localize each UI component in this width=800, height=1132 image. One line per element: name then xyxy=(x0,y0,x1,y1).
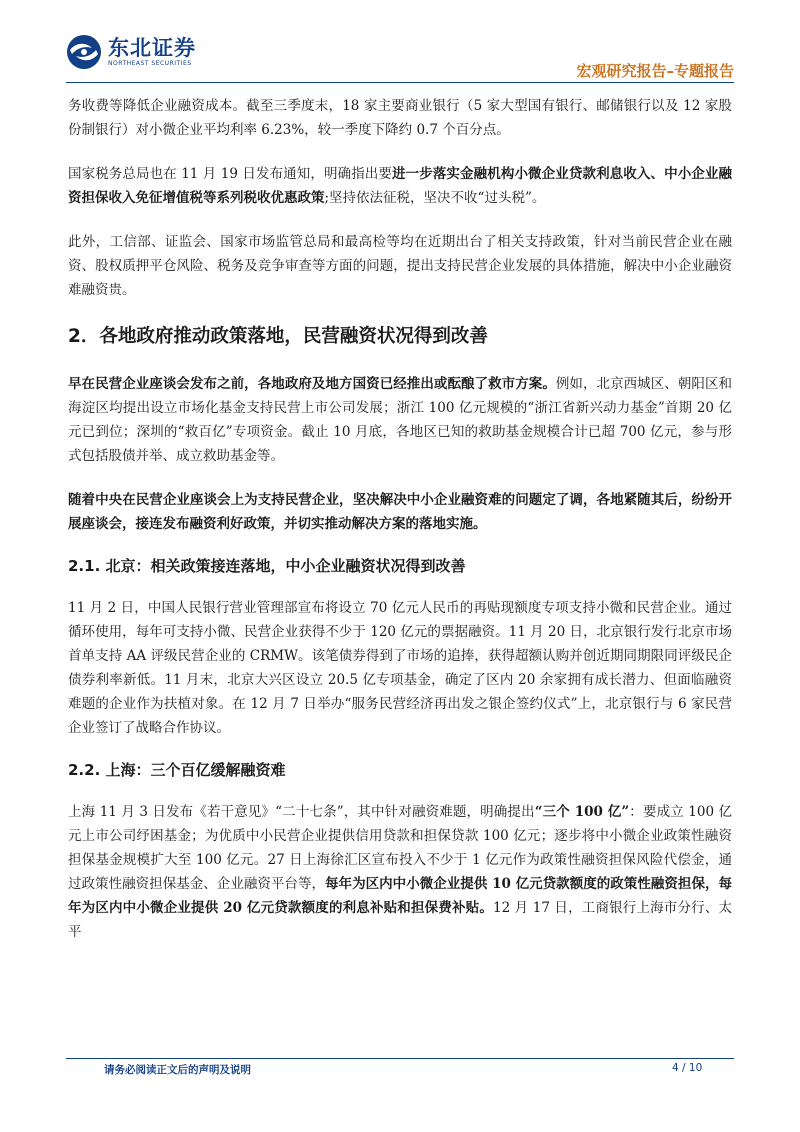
page-number: 4 / 10 xyxy=(672,1062,703,1074)
paragraph-local-rescue xyxy=(68,372,732,468)
paragraph-text: 例如，北京西城区、朝阳区和海淀区均提出设立市场化基金支持民营上市公司发展；浙江 100 亿元规模的“浙江省新兴动力基金”首期 20 亿元已到位；深圳的“救百亿”专项资金。截止 10 月底，各地区已知的救助基金规模合计已超 700 亿元，参与形式包括股债并举、成立救助基金等。 xyxy=(68,376,732,464)
company-logo xyxy=(66,34,196,70)
paragraph-central-tone xyxy=(68,488,732,536)
paragraph-text: ：要成立 100 亿元上市公司纾困基金；为优质中小民营企业提供信用贷款和担保贷款 100 亿元；逐步将中小微企业政策性融资担保基金规模扩大至 100 亿元。27 日上海徐汇区宣布投入不少于 1 亿元作为政策性融资担保风险代偿金，通过政策性融资担保基金、企业融资平台等， xyxy=(68,804,732,892)
paragraph-text: 国家税务总局也在 11 月 19 日发布通知，明确指出要 xyxy=(68,166,393,182)
subsection-heading-2-2: 2.2. 上海：三个百亿缓解融资难 xyxy=(68,761,286,779)
paragraph-emphasis: 随着中央在民营企业座谈会上为支持民营企业，坚决解决中小企业融资难的问题定了调，各地紧随其后，纷纷开展座谈会，接连发布融资利好政策，并切实推动解决方案的落地实施。 xyxy=(68,492,732,532)
paragraph-other-ministries: 此外，工信部、证监会、国家市场监管总局和最高检等均在近期出台了相关支持政策，针对当前民营企业在融资、股权质押平仓风险、税务及竞争审查等方面的问题，提出支持民营企业发展的具体措施，解决中小企业融资难融资贵。 xyxy=(68,234,732,298)
header-divider xyxy=(66,82,734,83)
paragraph-financing-cost: 务收费等降低企业融资成本。截至三季度末，18 家主要商业银行（5 家大型国有银行、邮储银行以及 12 家股份制银行）对小微企业平均利率 6.23%，较一季度下降约 0.7 个百分点。 xyxy=(68,98,732,138)
logo-icon xyxy=(66,34,102,70)
paragraph-text: 12 月 17 日，工商银行上海市分行、太平 xyxy=(68,900,732,940)
paragraph-emphasis: “三个 100 亿” xyxy=(534,804,630,820)
subsection-heading-2-1: 2.1. 北京：相关政策接连落地，中小企业融资状况得到改善 xyxy=(68,557,466,575)
footer-disclaimer: 请务必阅读正文后的声明及说明 xyxy=(104,1064,251,1076)
paragraph-emphasis: 早在民营企业座谈会发布之前，各地政府及地方国资已经推出或酝酿了救市方案。 xyxy=(68,376,556,392)
logo-english-name: NORTHEAST SECURITIES xyxy=(108,60,192,67)
report-type-label: 宏观研究报告–专题报告 xyxy=(576,62,734,80)
paragraph-emphasis: 进一步落实金融机构小微企业贷款利息收入、中小企业融资担保收入免征增值税等系列税收优惠政策 xyxy=(68,166,732,206)
section-heading-2: 2．各地政府推动政策落地，民营融资状况得到改善 xyxy=(68,326,488,347)
paragraph-emphasis: 每年为区内中小微企业提供 10 亿元贷款额度的政策性融资担保，每年为区内中小微企业提供 20 亿元贷款额度的利息补贴和担保费补贴。 xyxy=(68,876,733,916)
paragraph-beijing: 11 月 2 日，中国人民银行营业管理部宣布将设立 70 亿元人民币的再贴现额度专项支持小微和民营企业。通过循环使用，每年可支持小微、民营企业获得不少于 120 亿元的票据融资。11 月 20 日，北京银行发行北京市场首单支持 AA 评级民营企业的 CRMW。该笔债券得到了市场的追捧，获得超额认购并创近期同期限同评级民企债券利率新低。11 月末，北京大兴区设立 20.5 亿专项基金，确定了区内 20 余家拥有成长潜力、但面临融资难题的企业作为扶植对象。在 12 月 7 日举办“服务民营经济再出发之银企签约仪式”上，北京银行与 6 家民营企业签订了战略合作协议。 xyxy=(68,600,732,736)
paragraph-tax-policy xyxy=(68,162,732,210)
paragraph-text: 上海 11 月 3 日发布《若干意见》“二十七条”，其中针对融资难题，明确提出 xyxy=(68,804,535,820)
paragraph-shanghai xyxy=(68,800,732,944)
paragraph-text: ;坚持依法征税，坚决不收“过头税”。 xyxy=(324,190,546,206)
main-content xyxy=(68,94,732,944)
logo-chinese-name: 东北证券 xyxy=(108,36,196,60)
page-header xyxy=(66,26,734,84)
footer-divider xyxy=(66,1058,734,1059)
